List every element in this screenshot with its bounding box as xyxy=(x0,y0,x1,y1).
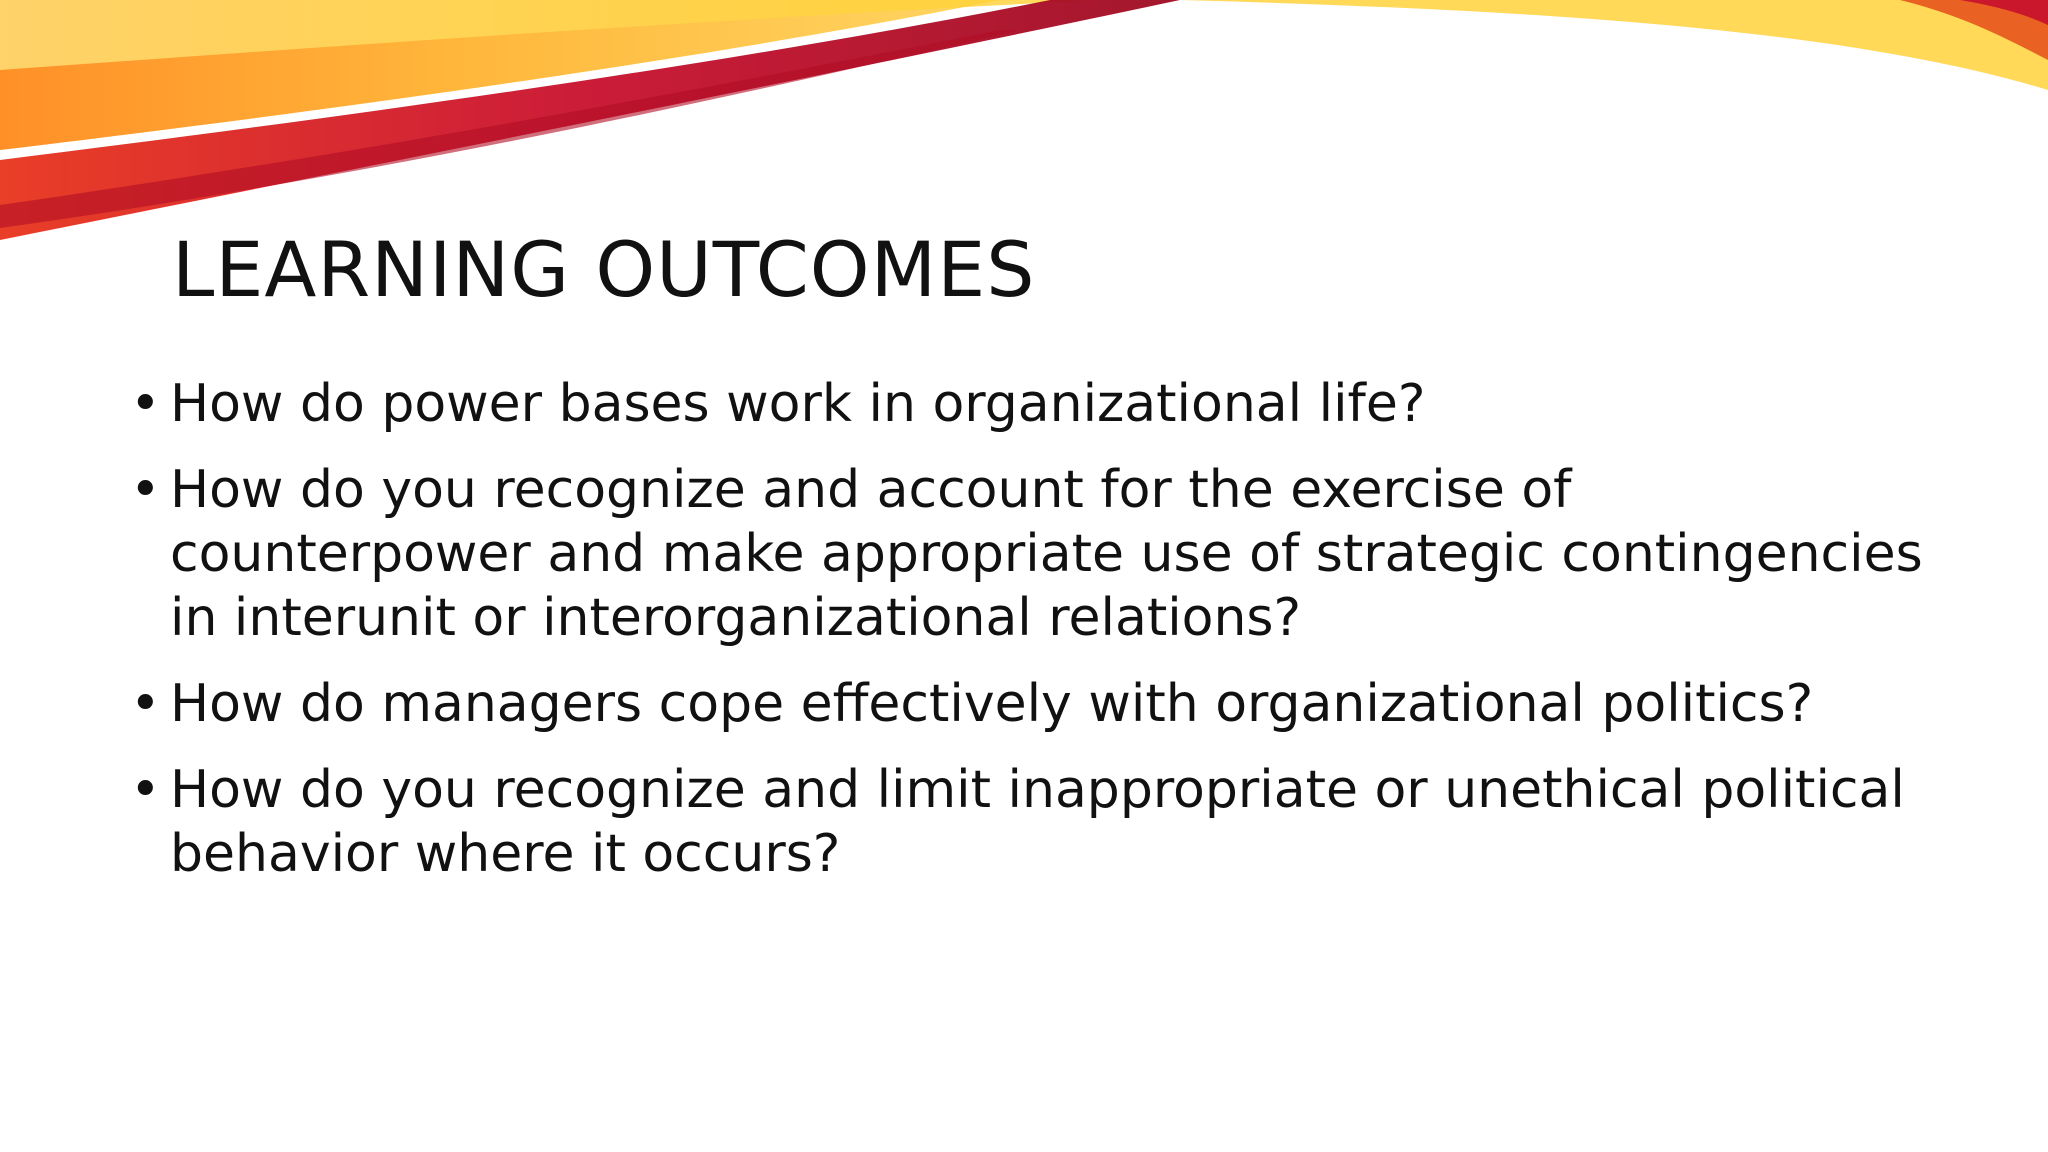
bullet-icon: • xyxy=(130,760,161,820)
bullet-text: How do you recognize and account for the exercise of counterpower and make appropriate use of strategic contingencies in interunit or interorganizational relations? xyxy=(170,460,1923,648)
decorative-swoosh xyxy=(0,0,2048,260)
bullet-text: How do managers cope effectively with organizational politics? xyxy=(170,674,1814,734)
bullet-list xyxy=(130,372,1930,908)
bullet-icon: • xyxy=(130,460,161,520)
bullet-text: How do you recognize and limit inappropriate or unethical political behavior where it occurs? xyxy=(170,760,1905,884)
list-item xyxy=(130,758,1930,886)
bullet-icon: • xyxy=(130,674,161,734)
bullet-text: How do power bases work in organizational life? xyxy=(170,374,1426,434)
list-item xyxy=(130,672,1930,736)
list-item xyxy=(130,458,1930,650)
list-item xyxy=(130,372,1930,436)
bullet-icon: • xyxy=(130,374,161,434)
slide-title: LEARNING OUTCOMES xyxy=(172,225,1036,314)
